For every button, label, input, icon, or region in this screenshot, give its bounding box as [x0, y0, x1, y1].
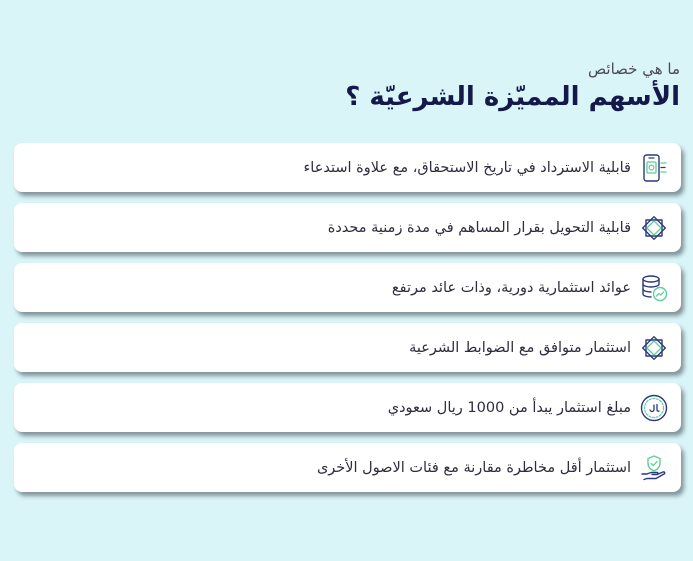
- page-title: الأسهم المميّزة الشرعيّة ؟: [345, 82, 680, 112]
- geometric-star-icon: [639, 213, 669, 243]
- riyal-coin-icon: [639, 393, 669, 423]
- feature-text: عوائد استثمارية دورية، وذات عائد مرتفع: [391, 279, 631, 296]
- feature-card-sharia: [14, 323, 681, 372]
- feature-card-redemption: [14, 143, 681, 192]
- feature-card-returns: [14, 263, 681, 312]
- section-subtitle: ما هي خصائص: [588, 60, 680, 78]
- mobile-money-icon: [639, 153, 669, 183]
- feature-card-conversion: [14, 203, 681, 252]
- feature-text: استثمار أقل مخاطرة مقارنة مع فئات الاصول الأخرى: [316, 459, 631, 476]
- feature-text: مبلغ استثمار يبدأ من 1000 ريال سعودي: [387, 399, 631, 416]
- coin-stack-chart-icon: [639, 273, 669, 303]
- hand-shield-icon: [639, 453, 669, 483]
- feature-text: قابلية الاسترداد في تاريخ الاستحقاق، مع علاوة استدعاء: [303, 159, 631, 176]
- feature-text: استثمار متوافق مع الضوابط الشرعية: [409, 339, 631, 356]
- features-list: [14, 143, 681, 503]
- feature-text: قابلية التحويل بقرار المساهم في مدة زمنية محددة: [327, 219, 631, 236]
- feature-card-low-risk: [14, 443, 681, 492]
- geometric-star-icon: [639, 333, 669, 363]
- feature-card-min-investment: [14, 383, 681, 432]
